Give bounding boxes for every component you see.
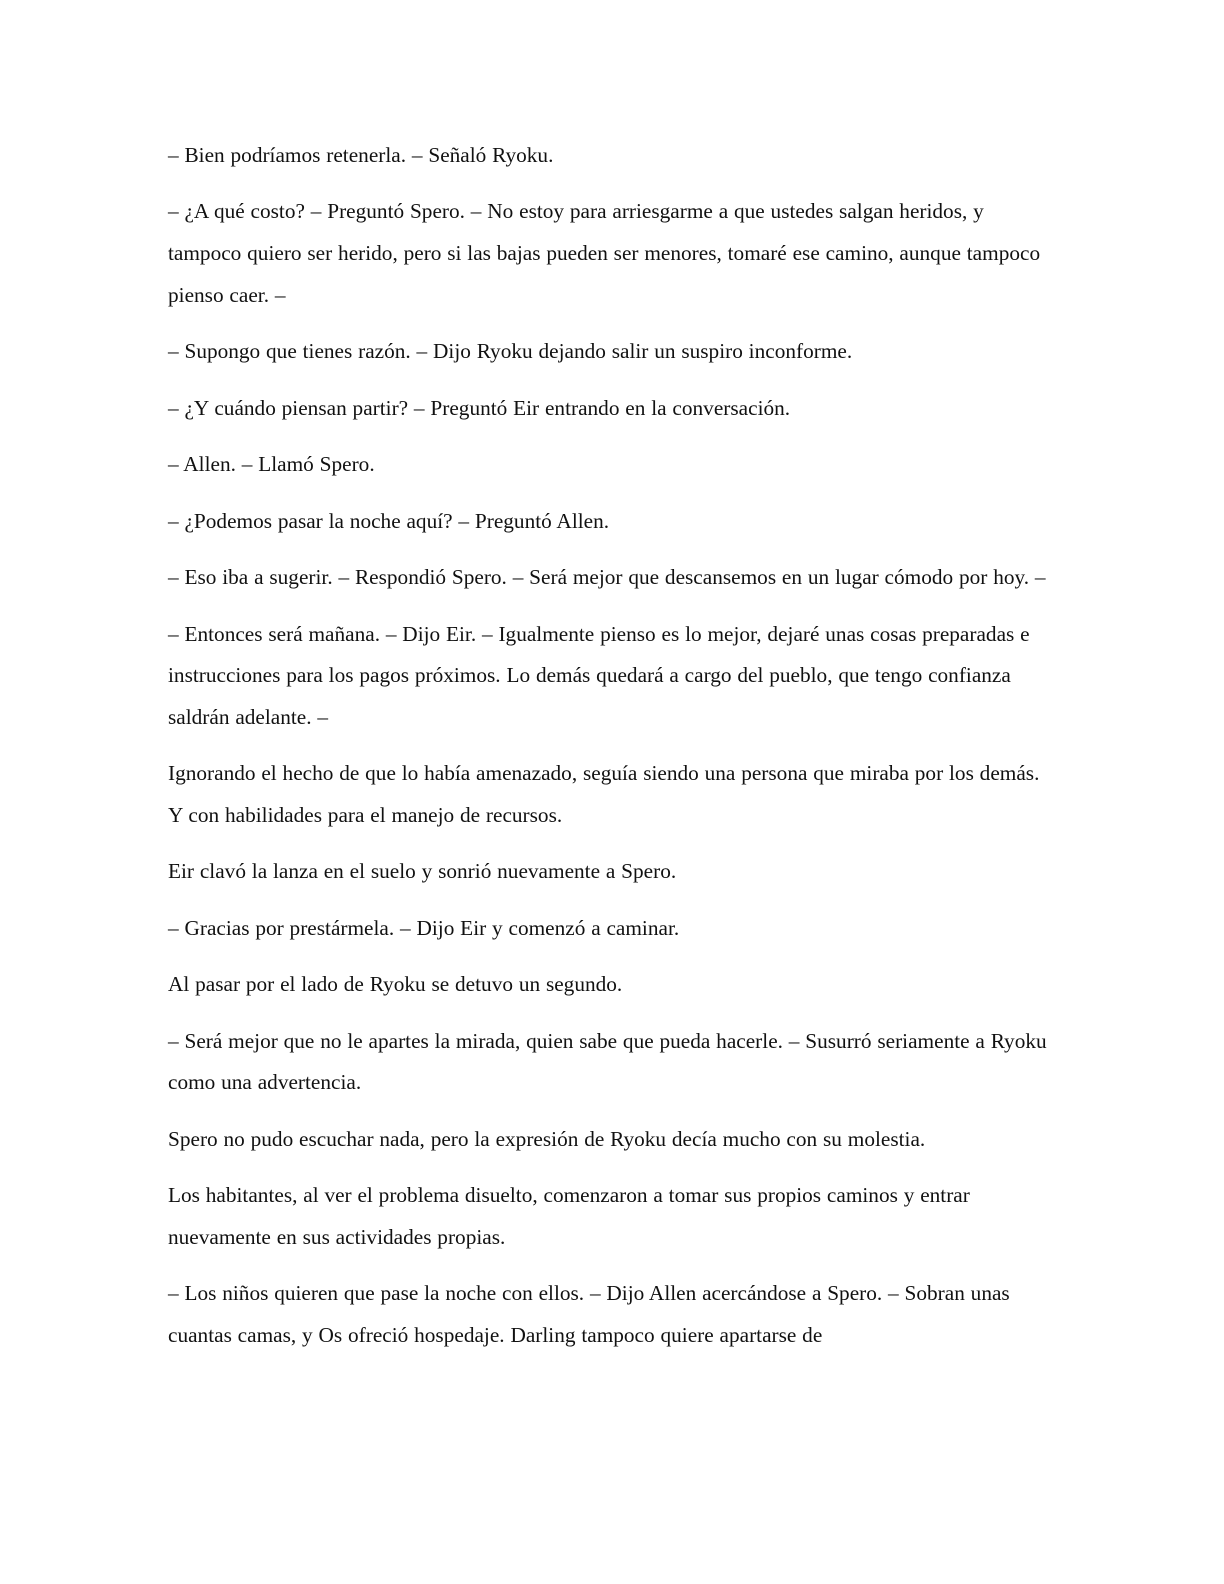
paragraph: – Los niños quieren que pase la noche con ellos. – Dijo Allen acercándose a Spero. – Sobran unas cuantas camas, y Os ofreció hospedaje. Darling tampoco quiere apartarse de	[168, 1281, 1010, 1348]
paragraph: – Bien podríamos retenerla. – Señaló Ryoku.	[168, 143, 554, 167]
paragraph: – ¿Y cuándo piensan partir? – Preguntó Eir entrando en la conversación.	[168, 395, 791, 420]
paragraph: – Gracias por prestármela. – Dijo Eir y comenzó a caminar.	[168, 915, 680, 940]
paragraph: Eir clavó la lanza en el suelo y sonrió nuevamente a Spero.	[168, 859, 677, 884]
paragraph: – Será mejor que no le apartes la mirada, quien sabe que pueda hacerle. – Susurró seriamente a Ryoku como una advertencia.	[168, 1028, 1047, 1095]
paragraph: – ¿Podemos pasar la noche aquí? – Preguntó Allen.	[168, 508, 610, 533]
paragraph: – Allen. – Llamó Spero.	[168, 452, 375, 477]
paragraph: Ignorando el hecho de que lo había amenazado, seguía siendo una persona que miraba por los demás. Y con habilidades para el manejo de recursos.	[168, 761, 1040, 827]
paragraph: Los habitantes, al ver el problema disuelto, comenzaron a tomar sus propios caminos y entrar nuevamente en sus actividades propias.	[168, 1183, 970, 1249]
paragraph: – Eso iba a sugerir. – Respondió Spero. – Será mejor que descansemos en un lugar cómodo por hoy. –	[168, 565, 1046, 590]
paragraph: – Supongo que tienes razón. – Dijo Ryoku dejando salir un suspiro inconforme.	[168, 339, 853, 364]
body-text	[168, 135, 1048, 1372]
paragraph: – ¿A qué costo? – Preguntó Spero. – No estoy para arriesgarme a que ustedes salgan heridos, y tampoco quiero ser herido, pero si las bajas pueden ser menores, tomaré ese camino, aunque tampoco pienso caer. –	[168, 199, 1041, 307]
paragraph: Al pasar por el lado de Ryoku se detuvo un segundo.	[168, 972, 623, 997]
paragraph: Spero no pudo escuchar nada, pero la expresión de Ryoku decía mucho con su molestia.	[168, 1126, 926, 1151]
paragraph: – Entonces será mañana. – Dijo Eir. – Igualmente pienso es lo mejor, dejaré unas cosas preparadas e instrucciones para los pagos próximos. Lo demás quedará a cargo del pueblo, que tengo confianza saldrán adelante. –	[168, 621, 1030, 729]
